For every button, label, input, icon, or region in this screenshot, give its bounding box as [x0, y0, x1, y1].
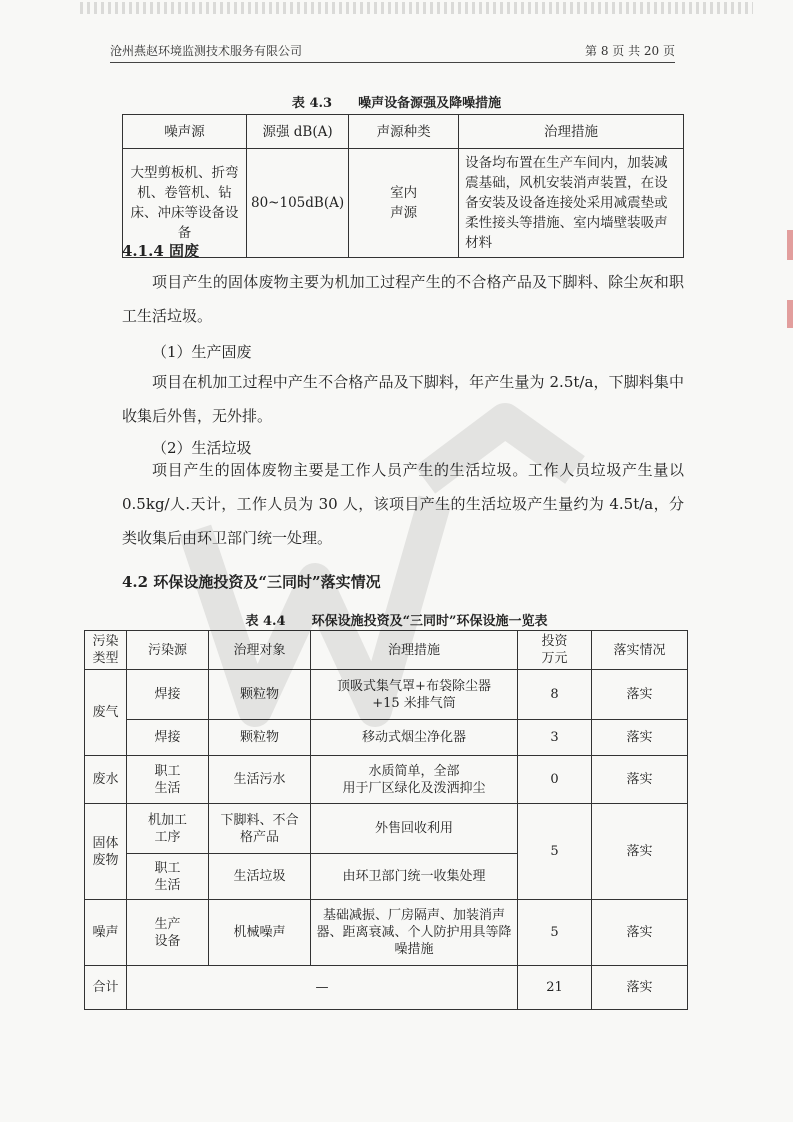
header-cell: 污染源 [127, 631, 209, 670]
source-cell: 职工 生活 [127, 756, 209, 804]
table-4-4-caption: 表 4.4 环保设施投资及“三同时”环保设施一览表 [245, 614, 548, 629]
category-cell-water: 废水 [85, 756, 127, 804]
measure-cell: 水质简单，全部 用于厂区绿化及泼洒抑尘 [311, 756, 518, 804]
production-waste-text: 项目在机加工过程中产生不合格产品及下脚料，年产生量为 2.5t/a，下脚料集中收集后外售，无外排。 [122, 373, 684, 425]
total-dash-cell: — [127, 966, 518, 1010]
invest-cell: 0 [518, 756, 592, 804]
noise-source-cell: 大型剪板机、折弯机、卷管机、钻床、冲床等设备设备 [123, 149, 247, 258]
header-cell: 落实情况 [592, 631, 688, 670]
header-cell: 投资 万元 [518, 631, 592, 670]
intro-text: 项目产生的固体废物主要为机加工过程产生的不合格产品及下脚料、除尘灰和职工生活垃圾。 [122, 273, 684, 325]
total-invest-cell: 21 [518, 966, 592, 1010]
invest-cell: 5 [518, 804, 592, 900]
section-heading-4-2: 4.2 环保设施投资及“三同时”落实情况 [122, 573, 381, 591]
table-row [85, 720, 688, 756]
source-type-cell: 室内 声源 [349, 149, 459, 258]
measure-cell: 基础减振、厂房隔声、加装消声器、距离衰减、个人防护用具等降噪措施 [311, 900, 518, 966]
paragraph-domestic-waste [122, 453, 684, 555]
object-cell: 生活垃圾 [209, 854, 311, 900]
table-row [85, 900, 688, 966]
header-cell: 治理措施 [311, 631, 518, 670]
measure-cell: 由环卫部门统一收集处理 [311, 854, 518, 900]
total-status-cell: 落实 [592, 966, 688, 1010]
invest-cell: 8 [518, 670, 592, 720]
binding-mark [787, 230, 793, 260]
object-cell: 颗粒物 [209, 670, 311, 720]
scan-artifact [80, 2, 753, 14]
invest-cell: 3 [518, 720, 592, 756]
status-cell: 落实 [592, 804, 688, 900]
header-cell: 治理对象 [209, 631, 311, 670]
section-heading-4-1-4: 4.1.4 固废 [122, 242, 199, 260]
source-cell: 焊接 [127, 670, 209, 720]
source-cell: 生产 设备 [127, 900, 209, 966]
table-header-row [85, 631, 688, 670]
table-row [85, 670, 688, 720]
object-cell: 下脚料、不合 格产品 [209, 804, 311, 854]
environmental-investment-table [84, 630, 688, 1010]
measure-cell: 移动式烟尘净化器 [311, 720, 518, 756]
category-cell-gas: 废气 [85, 670, 127, 756]
table-header-row [123, 115, 684, 149]
source-cell: 焊接 [127, 720, 209, 756]
table-row [85, 804, 688, 854]
noise-level-cell: 80~105dB(A) [247, 149, 349, 258]
header-cell: 噪声源 [123, 115, 247, 149]
status-cell: 落实 [592, 900, 688, 966]
measures-cell: 设备均布置在生产车间内，加装减震基础，风机安装消声装置，在设备安装及设备连接处采用减震垫或柔性接头等措施、室内墙壁装吸声材料 [459, 149, 684, 258]
table-4-3-caption: 表 4.3 噪声设备源强及降噪措施 [291, 96, 502, 111]
binding-mark [787, 300, 793, 328]
measure-cell: 外售回收利用 [311, 804, 518, 854]
header-cell: 治理措施 [459, 115, 684, 149]
table-row [123, 149, 684, 258]
status-cell: 落实 [592, 720, 688, 756]
object-cell: 生活污水 [209, 756, 311, 804]
paragraph-production-waste [122, 365, 684, 433]
object-cell: 机械噪声 [209, 900, 311, 966]
object-cell: 颗粒物 [209, 720, 311, 756]
subheading-domestic-waste: （2）生活垃圾 [152, 439, 252, 457]
header-page-number: 第 8 页 共 20 页 [585, 44, 675, 58]
header-cell: 污染 类型 [85, 631, 127, 670]
header-cell: 源强 dB(A) [247, 115, 349, 149]
header-rule [110, 62, 675, 63]
invest-cell: 5 [518, 900, 592, 966]
source-cell: 机加工 工序 [127, 804, 209, 854]
header-company: 沧州燕赵环境监测技术服务有限公司 [110, 44, 303, 58]
header-cell: 声源种类 [349, 115, 459, 149]
status-cell: 落实 [592, 670, 688, 720]
status-cell: 落实 [592, 756, 688, 804]
paragraph-intro [122, 265, 684, 333]
domestic-waste-text: 项目产生的固体废物主要是工作人员产生的生活垃圾。工作人员垃圾产生量以 0.5kg/人.天计，工作人员为 30 人，该项目产生的生活垃圾产生量约为 4.5t/a，分类收集后由环卫部门统一处理。 [122, 461, 684, 547]
table-row [85, 756, 688, 804]
noise-source-table [122, 114, 684, 258]
source-cell: 职工 生活 [127, 854, 209, 900]
category-cell-solid: 固体 废物 [85, 804, 127, 900]
category-cell-noise: 噪声 [85, 900, 127, 966]
total-row [85, 966, 688, 1010]
subheading-production-waste: （1）生产固废 [152, 343, 252, 361]
measure-cell: 顶吸式集气罩+布袋除尘器 +15 米排气筒 [311, 670, 518, 720]
total-label-cell: 合计 [85, 966, 127, 1010]
